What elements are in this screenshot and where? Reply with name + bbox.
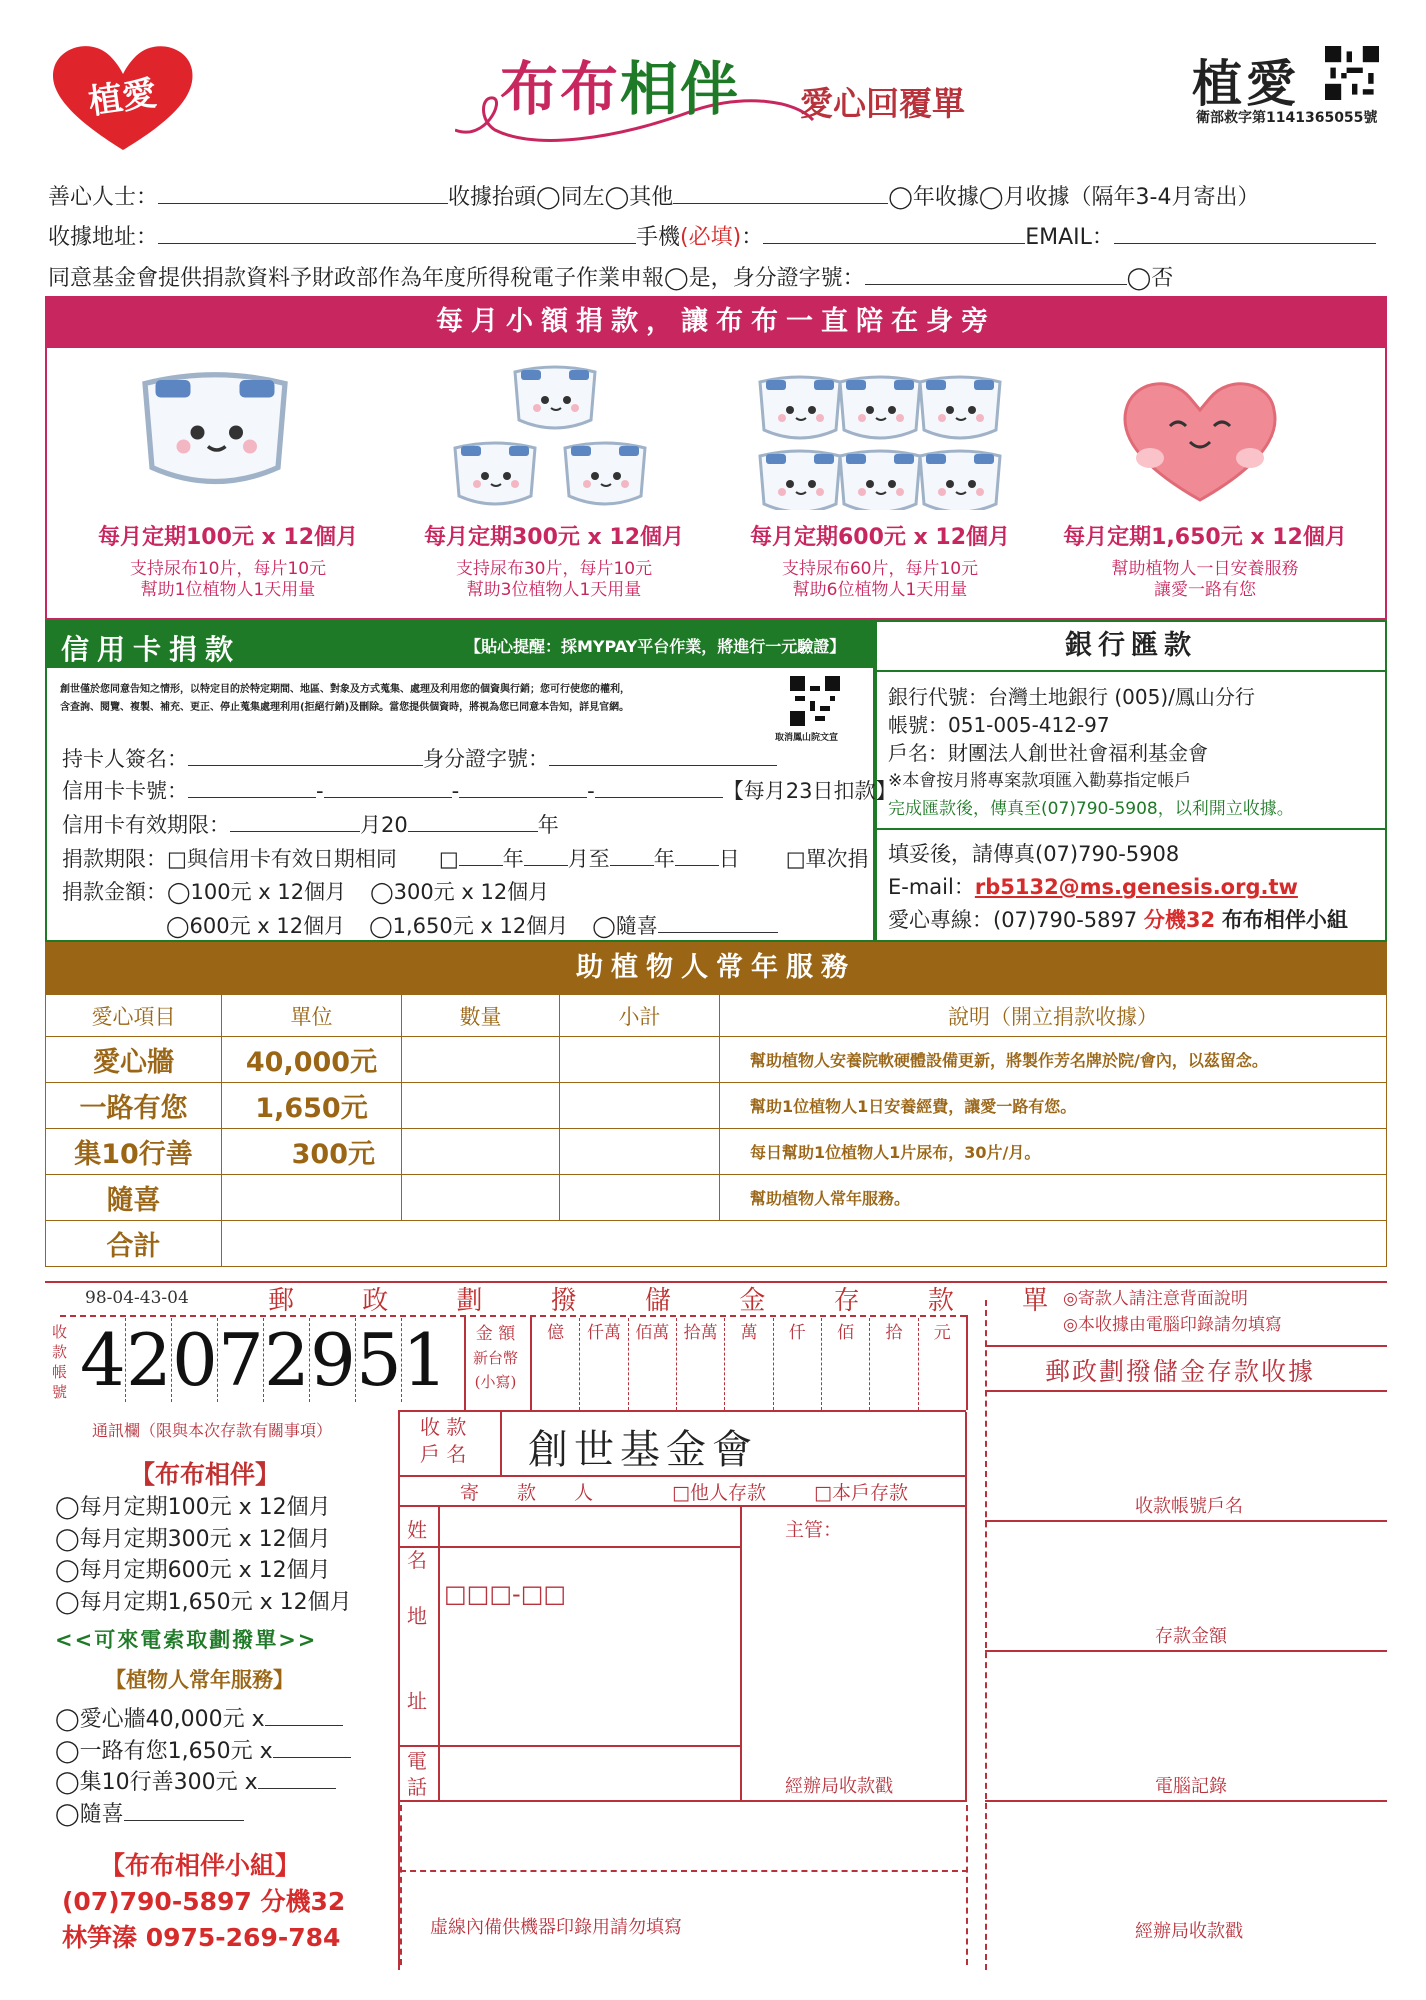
contact-phone: (07)790-5897 分機32 [62, 1887, 346, 1916]
expiry-year-field[interactable] [408, 812, 538, 832]
id-number-field[interactable] [865, 265, 1127, 285]
sender-name-field[interactable] [440, 1507, 738, 1545]
card-number-3[interactable] [459, 778, 587, 798]
stamp-label-2: 經辦局收款戳 [1135, 1921, 1243, 1942]
plan-100[interactable]: 每月定期100元 x 12個月 支持尿布10片，每片10元 幫助1位植物人1天用量 [97, 525, 359, 600]
account-name-label: 收款帳號戶名 [1135, 1496, 1243, 1517]
payee-name: 創世基金會 [528, 1427, 758, 1473]
donor-line-2: 收據地址： 手機(必填)： EMAIL： [48, 220, 1376, 251]
brand-name: 植愛 [1192, 54, 1300, 113]
qr-code-icon [790, 676, 840, 726]
receipt-title-field[interactable] [673, 184, 888, 204]
table-header: 愛心項目 單位 數量 小計 說明（開立捐款收據） [46, 995, 1387, 1037]
mobile-field[interactable] [763, 224, 1025, 244]
cc-amount-line: 捐款金額：◯100元 x 12個月 ◯300元 x 12個月 [62, 880, 550, 904]
supervisor-label: 主管： [785, 1519, 843, 1541]
logo-text: 植愛 [86, 73, 159, 123]
diaper-icon [760, 377, 840, 438]
postal-notice-2: ◎本收據由電腦印錄請勿填寫 [1063, 1315, 1282, 1335]
bank-title: 銀行匯款 [875, 620, 1387, 672]
qty-cell[interactable] [402, 1129, 560, 1175]
subtotal-cell[interactable] [560, 1175, 720, 1221]
donor-name-field[interactable] [158, 184, 448, 204]
bank-details: 銀行代號：台灣土地銀行 (005)/鳳山分行 帳號：051-005-412-97 戶名：財團法人創世社會福利基金會 ※本會按月將專案款項匯入勸募指定帳戶 完成匯款後，傳真至(07)790-5908，以利開立收據。 [888, 685, 1294, 819]
memo-option-300[interactable]: ◯每月定期300元 x 12個月 [55, 1527, 331, 1552]
donor-line-3: 同意基金會提供捐款資料予財政部作為年度所得稅電子作業申報◯是，身分證字號： ◯否 [48, 266, 1174, 291]
donor-line-1: 善心人士： 收據抬頭◯同左◯其他 ◯年收據◯月收據（隔年3-4月寄出） [48, 185, 1260, 210]
computer-record-label: 電腦記錄 [1155, 1776, 1227, 1797]
single-donation-checkbox[interactable]: □單次捐 [785, 847, 869, 871]
qty-cell[interactable] [402, 1175, 560, 1221]
diaper-icon [455, 443, 535, 504]
stamp-label: 經辦局收款戳 [785, 1776, 893, 1797]
holder-signature-field[interactable] [188, 746, 423, 766]
table-row: 隨喜 幫助植物人常年服務。 [46, 1175, 1387, 1221]
phone-label: 電 話 [407, 1749, 427, 1799]
self-deposit-checkbox[interactable]: □本戶存款 [814, 1482, 908, 1504]
monthly-banner: 每月小額捐款，讓布布一直陪在身旁 [45, 296, 1387, 348]
postal-form-title: 郵 政 劃 撥 儲 金 存 款 單 [268, 1286, 1079, 1316]
card-number-1[interactable] [188, 778, 316, 798]
page-title: 布布相伴 [500, 55, 741, 123]
deposit-amount-label: 存款金額 [1155, 1626, 1227, 1647]
card-number-4[interactable] [595, 778, 723, 798]
memo-service-custom[interactable]: ◯隨喜 [55, 1797, 244, 1828]
page-subtitle: 愛心回覆單 [800, 84, 965, 123]
expiry-month-field[interactable] [230, 812, 360, 832]
plan-300[interactable]: 每月定期300元 x 12個月 支持尿布30片，每片10元 幫助3位植物人1天用量 [423, 525, 685, 600]
address-field[interactable] [158, 224, 636, 244]
other-deposit-checkbox[interactable]: □他人存款 [672, 1482, 766, 1504]
address-label: 地 [407, 1604, 427, 1628]
diaper-icon [760, 451, 840, 510]
table-row: 愛心牆 40,000元 幫助植物人安養院軟硬體設備更新，將製作芳名牌於院/會內，以茲留念。 [46, 1037, 1387, 1083]
form-number: 98-04-43-04 [85, 1288, 189, 1308]
cc-amount-line-2: ◯600元 x 12個月 ◯1,650元 x 12個月 ◯隨喜 [166, 910, 778, 940]
machine-note: 虛線內備供機器印錄用請勿填寫 [430, 1917, 682, 1938]
services-table [45, 994, 1387, 1267]
diaper-icon [515, 367, 595, 428]
zip-code-boxes[interactable]: □□□-□□ [444, 1580, 567, 1608]
receipt-title: 郵政劃撥儲金存款收據 [1045, 1357, 1316, 1386]
cc-expiry-line: 信用卡有效期限： 月20 年 [62, 813, 559, 837]
diaper-icon [145, 375, 285, 482]
amount-label: 金 額 新台幣 (小寫) [473, 1324, 519, 1391]
qty-cell[interactable] [402, 1083, 560, 1129]
memo-option-1650[interactable]: ◯每月定期1,650元 x 12個月 [55, 1590, 352, 1615]
account-number: 4 2 0 7 2 9 5 1 [80, 1318, 448, 1402]
memo-option-600[interactable]: ◯每月定期600元 x 12個月 [55, 1558, 331, 1583]
diaper-icon [840, 377, 920, 438]
memo-service-wall[interactable]: ◯愛心牆40,000元 x [55, 1702, 343, 1733]
qr-code-icon [1325, 46, 1379, 100]
address-label-2: 址 [407, 1689, 427, 1713]
privacy-notice: 創世僅於您同意告知之情形，以特定目的於特定期間、地區、對象及方式蒐集、處理及利用您的個資與行銷；您可行使您的權利， 含查詢、閱覽、複製、補充、更正、停止蒐集處理利用(拒絕行銷)及刪除。當您提供個資時，將視為您已同意本告知，詳見官網。 [60, 684, 630, 713]
contact-title: 【布布相伴小組】 [100, 1851, 301, 1880]
services-banner: 助植物人常年服務 [45, 942, 1387, 994]
qr-caption: 取消鳳山院文宣 [775, 733, 839, 743]
memo-service-title: 【植物人常年服務】 [105, 1668, 294, 1692]
diaper-icon [920, 451, 1000, 510]
name-label: 姓 名 [407, 1518, 427, 1572]
memo-service-daily[interactable]: ◯一路有您1,650元 x [55, 1734, 351, 1765]
email-link[interactable]: rb5132@ms.genesis.org.tw [974, 875, 1298, 899]
plan-illustrations [45, 350, 1387, 510]
bank-divider [875, 828, 1387, 830]
cc-id-field[interactable] [549, 746, 777, 766]
cc-custom-amount-field[interactable] [658, 913, 778, 933]
qty-cell[interactable] [402, 1037, 560, 1083]
memo-label: 通訊欄（限與本次存款有關事項） [92, 1421, 333, 1440]
plan-600[interactable]: 每月定期600元 x 12個月 支持尿布60片，每片10元 幫助6位植物人1天用量 [749, 525, 1011, 600]
table-row: 集10行善 300元 每日幫助1位植物人1片尿布，30片/月。 [46, 1129, 1387, 1175]
subtotal-cell[interactable] [560, 1129, 720, 1175]
plan-1650[interactable]: 每月定期1,650元 x 12個月 幫助植物人一日安養服務 讓愛一路有您 [1063, 525, 1347, 600]
cc-period-line: 捐款期限：□與信用卡有效日期相同 □ 年 月至 年 日 □單次捐 [62, 847, 869, 871]
sender-label: 寄 款 人 [460, 1482, 594, 1504]
postal-notice-1: ◎寄款人請注意背面說明 [1063, 1289, 1248, 1309]
diaper-icon [565, 443, 645, 504]
account-label: 收 款 帳 號 [52, 1323, 68, 1401]
email-field[interactable] [1114, 224, 1376, 244]
credit-card-banner: 信用卡捐款 【貼心提醒：採MYPAY平台作業，將進行一元驗證】 [45, 620, 875, 668]
memo-service-diaper[interactable]: ◯集10行善300元 x [55, 1765, 336, 1796]
amount-grid[interactable]: 億 仟萬 佰萬 拾萬 萬 仟 佰 拾 元 [532, 1318, 966, 1410]
call-for-form-note: <<可來電索取劃撥單>> [55, 1628, 318, 1652]
subtotal-cell[interactable] [560, 1083, 720, 1129]
cc-number-line: 信用卡卡號： - - - 【每月23日扣款】 [62, 779, 897, 803]
total-cell[interactable] [222, 1221, 1387, 1267]
memo-option-100[interactable]: ◯每月定期100元 x 12個月 [55, 1495, 331, 1520]
contact-person: 林笋溱 0975-269-784 [62, 1923, 341, 1952]
diaper-icon [920, 377, 1000, 438]
payee-label: 收 款 戶 名 [420, 1415, 467, 1466]
table-row: 一路有您 1,650元 幫助1位植物人1日安養經費，讓愛一路有您。 [46, 1083, 1387, 1129]
card-number-2[interactable] [324, 778, 452, 798]
diaper-icon [840, 451, 920, 510]
heart-mascot-icon [1125, 384, 1275, 500]
cc-holder-line: 持卡人簽名： 身分證字號： [62, 743, 777, 773]
bank-contact: 填妥後，請傳真(07)790-5908 E-mail：rb5132@ms.genesis.org.tw 愛心專線：(07)790-5897 分機32 布布相伴小組 [888, 842, 1348, 932]
table-row-total: 合計 [46, 1221, 1387, 1267]
memo-title: 【布布相伴】 [130, 1460, 281, 1489]
subtotal-cell[interactable] [560, 1037, 720, 1083]
brand-registration: 衛部救字第1141365055號 [1196, 110, 1378, 126]
